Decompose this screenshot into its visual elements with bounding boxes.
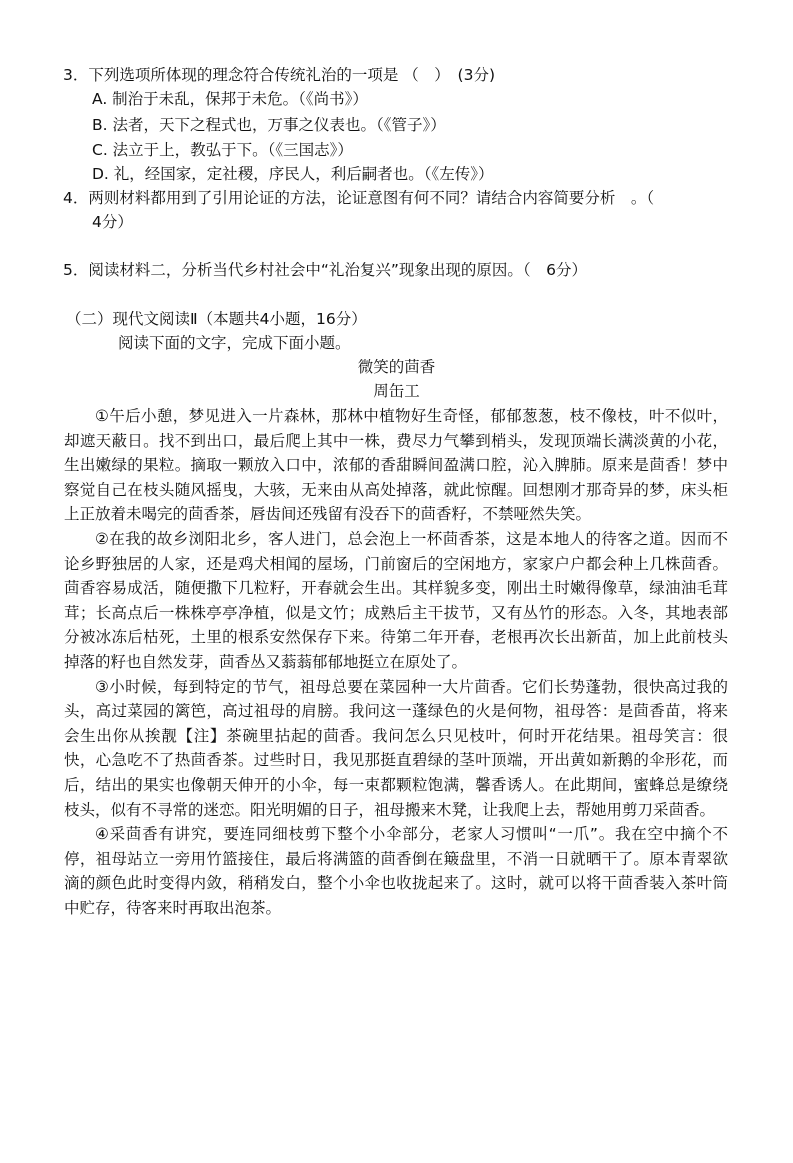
article-title: 微笑的茴香 bbox=[357, 358, 436, 376]
question-3-option-b: B. 法者，天下之程式也，万事之仪表也。（《管子》） bbox=[92, 116, 446, 134]
article-body bbox=[64, 404, 728, 920]
section-heading: （二）现代文阅读Ⅱ（本题共4小题，16分） bbox=[66, 310, 367, 328]
question-3-option-d: D. 礼，经国家，定社稷，序民人，利后嗣者也。（《左传》） bbox=[92, 165, 494, 183]
article-author: 周缶工 bbox=[373, 382, 420, 400]
question-3-stem: 3．下列选项所体现的理念符合传统礼治的一项是 （ ） (3分) bbox=[63, 66, 495, 84]
question-3-option-c: C. 法立于上，教弘于下。（《三国志》） bbox=[92, 141, 353, 159]
question-4-stem: 4．两则材料都用到了引用论证的方法，论证意图有何不同？请结合内容简要分析 。（ bbox=[63, 189, 655, 207]
article-paragraph-1: ①午后小憩，梦见进入一片森林，那林中植物好生奇怪，郁郁葱葱，枝不像枝，叶不似叶，却遮天蔽日。找不到出口，最后爬上其中一株，费尽力气攀到梢头，发现顶端长满淡黄的小花，生出嫩绿的果粒。摘取一颗放入口中，浓郁的香甜瞬间盈满口腔，沁入脾肺。原来是茴香！梦中察觉自己在枝头随风摇曳，大骇，无来由从高处掉落，就此惊醒。回想刚才那奇异的梦，床头柜上正放着未喝完的茴香茶，唇齿间还残留有没吞下的茴香籽，不禁哑然失笑。 bbox=[64, 407, 728, 524]
question-5-stem: 5．阅读材料二，分析当代乡村社会中“礼治复兴”现象出现的原因。（ 6分） bbox=[63, 261, 588, 279]
article-paragraph-3: ③小时候，每到特定的节气，祖母总要在菜园种一大片茴香。它们长势蓬勃，很快高过我的头，高过菜园的篱笆，高过祖母的肩膀。我问这一蓬绿色的火是何物，祖母答：是茴香苗，将来会生出你从挨靓【注】茶碗里拈起的茴香。我问怎么只见枝叶，何时开花结果。祖母笑言：很快，心急吃不了热茴香茶。过些时日，我见那挺直碧绿的茎叶顶端，开出黄如新鹅的伞形花，而后，结出的果实也像朝天伸开的小伞，每一束都颗粒饱满，馨香诱人。在此期间，蜜蜂总是缭绕枝头，似有不寻常的迷恋。阳光明媚的日子，祖母搬来木凳，让我爬上去，帮她用剪刀采茴香。 bbox=[64, 677, 728, 819]
section-instruction: 阅读下面的文字，完成下面小题。 bbox=[118, 334, 351, 352]
question-3-option-a: A. 制治于未乱，保邦于未危。（《尚书》） bbox=[92, 90, 368, 108]
article-paragraph-2: ②在我的故乡浏阳北乡，客人进门，总会泡上一杯茴香茶，这是本地人的待客之道。因而不论乡野独居的人家，还是鸡犬相闻的屋场，门前窗后的空闲地方，家家户户都会种上几株茴香。茴香容易成活，随便撒下几粒籽，开春就会生出。其样貌多变，刚出土时嫩得像草，绿油油毛茸茸；长高点后一株株亭亭净植，似是文竹；成熟后主干拔节，又有丛竹的形态。入冬，其地表部分被冰冻后枯死，土里的根系安然保存下来。待第二年开春，老根再次长出新苗，加上此前枝头掉落的籽也自然发芽，茴香丛又蓊蓊郁郁地挺立在原处了。 bbox=[64, 529, 728, 671]
question-4-stem-continued: 4分） bbox=[92, 213, 133, 231]
article-paragraph-4: ④采茴香有讲究，要连同细枝剪下整个小伞部分，老家人习惯叫“一爪”。我在空中摘个不停，祖母站立一旁用竹篮接住，最后将满篮的茴香倒在簸盘里，不消一日就晒干了。原本青翠欲滴的颜色此时变得内敛，稍稍发白，整个小伞也收拢起来了。这时，就可以将干茴香装入茶叶筒中贮存，待客来时再取出泡茶。 bbox=[64, 825, 728, 917]
